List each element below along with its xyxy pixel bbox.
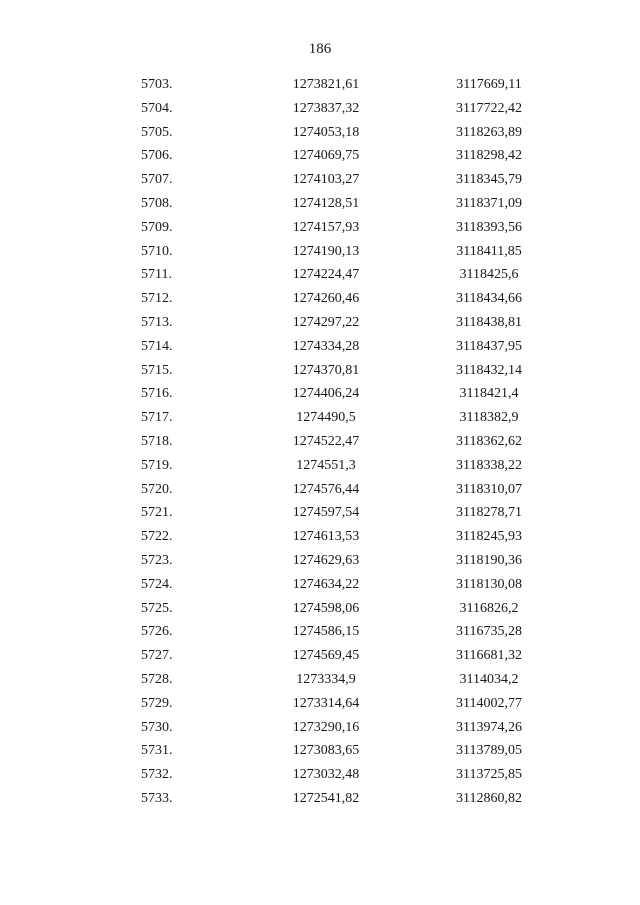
y-coordinate: 3116826,2 bbox=[459, 600, 519, 616]
y-coordinate: 3117669,11 bbox=[456, 77, 522, 92]
y-coordinate: 3114002,77 bbox=[456, 695, 522, 711]
point-number: 5714. bbox=[141, 338, 173, 354]
table-row bbox=[0, 311, 640, 335]
y-coordinate: 3114034,2 bbox=[459, 671, 519, 687]
y-coordinate: 3118263,89 bbox=[456, 124, 522, 140]
y-coordinate: 3118345,79 bbox=[456, 172, 522, 188]
point-number: 5725. bbox=[141, 600, 173, 616]
y-coordinate: 3118425,6 bbox=[459, 267, 519, 283]
y-coordinate: 3118434,66 bbox=[456, 291, 522, 307]
table-row bbox=[0, 763, 640, 787]
table-row bbox=[0, 382, 640, 406]
x-coordinate: 1274224,47 bbox=[292, 267, 360, 283]
table-row bbox=[0, 430, 640, 454]
y-coordinate: 3118382,9 bbox=[459, 410, 519, 426]
table-row bbox=[0, 144, 640, 168]
table-row bbox=[0, 716, 640, 740]
point-number: 5730. bbox=[141, 719, 173, 735]
point-number: 5726. bbox=[141, 624, 173, 640]
point-number: 5711. bbox=[141, 267, 172, 283]
x-coordinate: 1272541,82 bbox=[292, 790, 360, 806]
point-number: 5720. bbox=[141, 481, 173, 497]
y-coordinate: 3116735,28 bbox=[456, 624, 522, 640]
point-number: 5704. bbox=[141, 100, 173, 116]
point-number: 5719. bbox=[141, 457, 173, 473]
x-coordinate: 1274569,45 bbox=[292, 648, 360, 664]
table-row bbox=[0, 739, 640, 763]
x-coordinate: 1274551,3 bbox=[296, 457, 356, 473]
table-row bbox=[0, 478, 640, 502]
table-row bbox=[0, 359, 640, 383]
x-coordinate: 1274128,51 bbox=[292, 195, 360, 211]
point-number: 5723. bbox=[141, 552, 173, 568]
x-coordinate: 1274598,06 bbox=[292, 600, 360, 616]
point-number: 5727. bbox=[141, 648, 173, 664]
x-coordinate: 1274190,13 bbox=[292, 243, 360, 259]
table-row bbox=[0, 406, 640, 430]
point-number: 5716. bbox=[141, 386, 173, 402]
table-row bbox=[0, 97, 640, 121]
page-number: 186 bbox=[308, 41, 332, 57]
table-row bbox=[0, 549, 640, 573]
y-coordinate: 3118438,81 bbox=[456, 314, 522, 330]
x-coordinate: 1274613,53 bbox=[292, 529, 360, 545]
y-coordinate: 3118362,62 bbox=[456, 433, 522, 449]
table-row bbox=[0, 620, 640, 644]
x-coordinate: 1274297,22 bbox=[292, 314, 360, 330]
x-coordinate: 1274103,27 bbox=[292, 172, 360, 188]
y-coordinate: 3113789,05 bbox=[456, 743, 522, 759]
y-coordinate: 3118298,42 bbox=[456, 148, 522, 164]
y-coordinate: 3116681,32 bbox=[456, 648, 522, 664]
point-number: 5705. bbox=[141, 124, 173, 140]
table-row bbox=[0, 525, 640, 549]
y-coordinate: 3118432,14 bbox=[456, 362, 522, 378]
table-row bbox=[0, 597, 640, 621]
table-row bbox=[0, 216, 640, 240]
point-number: 5718. bbox=[141, 433, 173, 449]
x-coordinate: 1273314,64 bbox=[292, 695, 360, 711]
y-coordinate: 3118421,4 bbox=[459, 386, 519, 402]
y-coordinate: 3118338,22 bbox=[456, 457, 522, 473]
y-coordinate: 3117722,42 bbox=[456, 100, 522, 116]
x-coordinate: 1274334,28 bbox=[292, 338, 360, 354]
x-coordinate: 1274634,22 bbox=[292, 576, 360, 592]
point-number: 5733. bbox=[141, 790, 173, 806]
x-coordinate: 1274576,44 bbox=[292, 481, 360, 497]
y-coordinate: 3118278,71 bbox=[456, 505, 522, 521]
coordinates-table bbox=[0, 73, 640, 811]
point-number: 5707. bbox=[141, 172, 173, 188]
y-coordinate: 3113725,85 bbox=[456, 767, 522, 783]
table-row bbox=[0, 240, 640, 264]
y-coordinate: 3118310,07 bbox=[456, 481, 522, 497]
table-row bbox=[0, 501, 640, 525]
x-coordinate: 1273821,61 bbox=[292, 77, 360, 92]
x-coordinate: 1274522,47 bbox=[292, 433, 360, 449]
point-number: 5717. bbox=[141, 410, 173, 426]
table-row bbox=[0, 573, 640, 597]
point-number: 5732. bbox=[141, 767, 173, 783]
x-coordinate: 1274260,46 bbox=[292, 291, 360, 307]
x-coordinate: 1274629,63 bbox=[292, 552, 360, 568]
point-number: 5708. bbox=[141, 195, 173, 211]
x-coordinate: 1274157,93 bbox=[292, 219, 360, 235]
point-number: 5731. bbox=[141, 743, 173, 759]
y-coordinate: 3118371,09 bbox=[456, 195, 522, 211]
point-number: 5709. bbox=[141, 219, 173, 235]
table-row bbox=[0, 692, 640, 716]
x-coordinate: 1273032,48 bbox=[292, 767, 360, 783]
y-coordinate: 3112860,82 bbox=[456, 790, 522, 806]
point-number: 5721. bbox=[141, 505, 173, 521]
x-coordinate: 1274490,5 bbox=[296, 410, 356, 426]
table-row bbox=[0, 168, 640, 192]
y-coordinate: 3118437,95 bbox=[456, 338, 522, 354]
x-coordinate: 1274370,81 bbox=[292, 362, 360, 378]
point-number: 5710. bbox=[141, 243, 173, 259]
y-coordinate: 3118245,93 bbox=[456, 529, 522, 545]
table-row bbox=[0, 73, 640, 97]
y-coordinate: 3118393,56 bbox=[456, 219, 522, 235]
x-coordinate: 1274586,15 bbox=[292, 624, 360, 640]
x-coordinate: 1273334,9 bbox=[296, 671, 356, 687]
point-number: 5729. bbox=[141, 695, 173, 711]
x-coordinate: 1273083,65 bbox=[292, 743, 360, 759]
point-number: 5712. bbox=[141, 291, 173, 307]
point-number: 5715. bbox=[141, 362, 173, 378]
x-coordinate: 1273837,32 bbox=[292, 100, 360, 116]
table-row bbox=[0, 644, 640, 668]
point-number: 5722. bbox=[141, 529, 173, 545]
x-coordinate: 1273290,16 bbox=[292, 719, 360, 735]
point-number: 5728. bbox=[141, 671, 173, 687]
table-row bbox=[0, 787, 640, 811]
table-row bbox=[0, 287, 640, 311]
table-row bbox=[0, 121, 640, 145]
x-coordinate: 1274069,75 bbox=[292, 148, 360, 164]
point-number: 5706. bbox=[141, 148, 173, 164]
y-coordinate: 3118190,36 bbox=[456, 552, 522, 568]
point-number: 5724. bbox=[141, 576, 173, 592]
table-row bbox=[0, 454, 640, 478]
point-number: 5713. bbox=[141, 314, 173, 330]
y-coordinate: 3113974,26 bbox=[456, 719, 522, 735]
x-coordinate: 1274597,54 bbox=[292, 505, 360, 521]
table-row bbox=[0, 263, 640, 287]
table-row bbox=[0, 335, 640, 359]
x-coordinate: 1274406,24 bbox=[292, 386, 360, 402]
y-coordinate: 3118130,08 bbox=[456, 576, 522, 592]
point-number: 5703. bbox=[141, 77, 173, 92]
y-coordinate: 3118411,85 bbox=[456, 243, 522, 259]
table-row bbox=[0, 668, 640, 692]
table-row bbox=[0, 192, 640, 216]
x-coordinate: 1274053,18 bbox=[292, 124, 360, 140]
